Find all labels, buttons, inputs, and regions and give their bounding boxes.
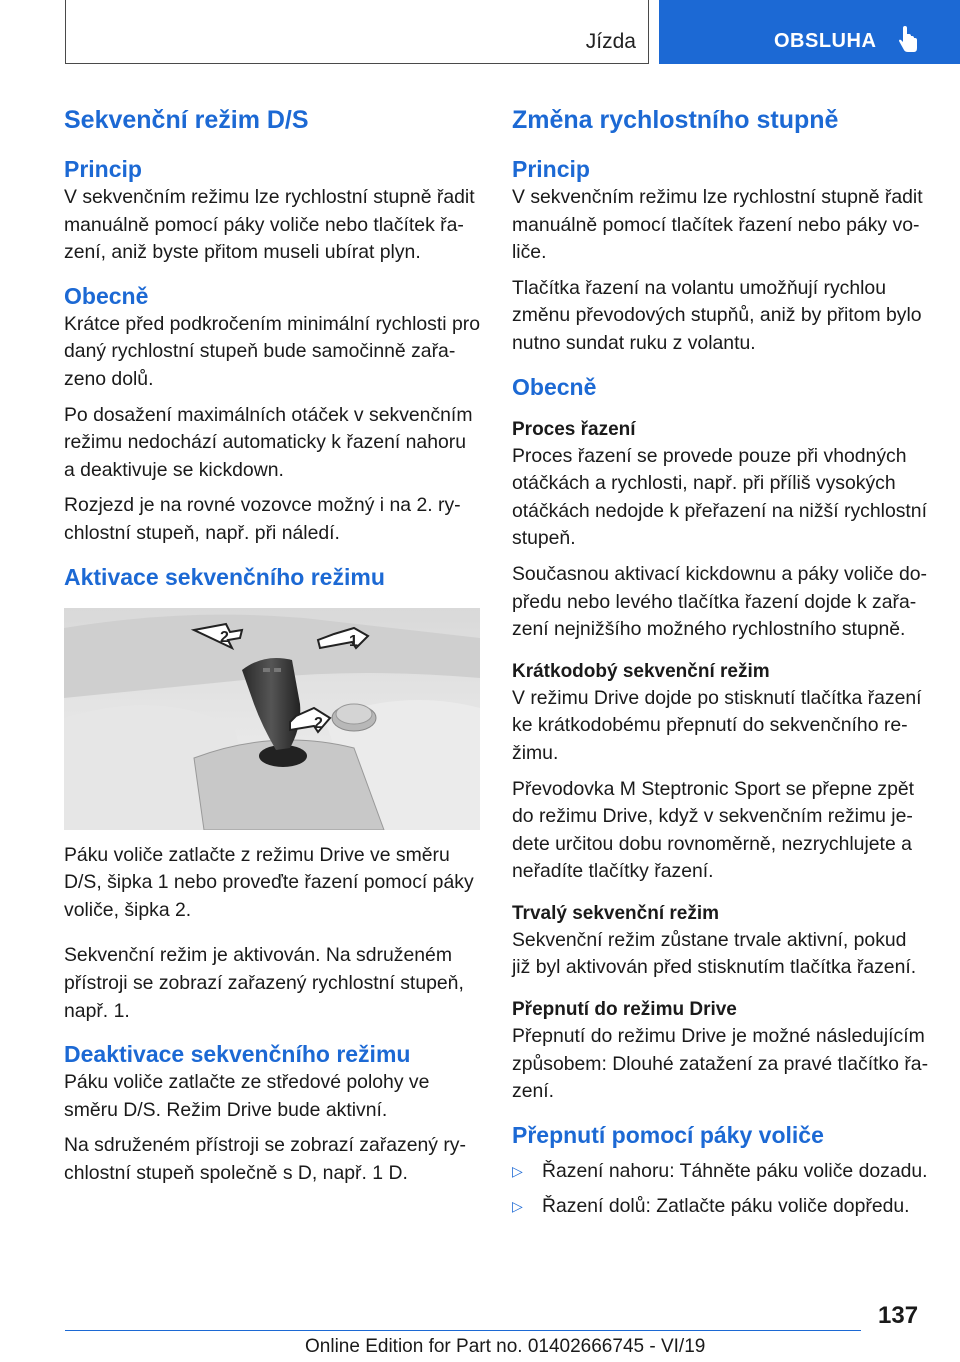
right-prepnuti-heading: Přepnutí do režimu Drive [512, 999, 737, 1021]
left-obecne-p3: Rozjezd je na rovné vozovce možný i na 2. rychlostní stupeň, např. při náledí. [64, 494, 461, 544]
left-deaktivace-heading: Deaktivace sekvenčního režimu [64, 1041, 411, 1068]
header-chapter-label: OBSLUHA [774, 30, 877, 52]
page-number: 137 [878, 1302, 919, 1329]
right-proces-heading: Proces řazení [512, 418, 636, 440]
left-obecne-p1: Krátce před podkročením minimální rychlosti pro daný rychlostní stupeň bude samočinně zařazeno dolů. [64, 312, 480, 390]
left-obecne-p2: Po dosažení maximálních otáček v sekvenčním režimu nedochází automaticky k řazení nahoru a deaktivuje se kickdown. [64, 403, 473, 481]
right-prepnuti-p1: Přepnutí do režimu Drive je možné následujícím způsobem: Dlouhé zatažení za pravé tlačítko řazení. [512, 1025, 929, 1103]
right-proces-p1: Proces řazení se provede pouze při vhodných otáčkách a rychlosti, např. při příliš vysokých otáčkách nedojde k přeřazení na nižší rychlostní stupeň. [512, 444, 927, 550]
right-kratkodoby-heading: Krátkodobý sekvenční režim [512, 660, 770, 682]
right-princip-p1: V sekvenčním režimu lze rychlostní stupně řadit manuálně pomocí tlačítek řazení nebo páky voliče. [512, 186, 923, 264]
header-chapter-tab[interactable] [659, 0, 960, 64]
right-proces-p2: Současnou aktivací kickdownu a páky voliče dopředu nebo levého tlačítka řazení dojde k zařazení nejnižšího možného rychlostního stupně. [512, 562, 927, 641]
left-princip-heading: Princip [64, 156, 142, 182]
bullet-text: Řazení nahoru: Táhněte páku voliče dozadu. [542, 1159, 928, 1182]
bullet-item [512, 1158, 930, 1186]
right-princip-heading: Princip [512, 156, 590, 182]
image-label-2-top: 2 [220, 628, 229, 646]
right-princip-p2: Tlačítka řazení na volantu umožňují rychlou změnu převodových stupňů, aniž by přitom bylo nutno sundat ruku z volantu. [512, 276, 922, 354]
bullet-item [512, 1193, 930, 1221]
triangle-bullet-icon: ▷ [512, 1198, 523, 1215]
header-section-title: Jízda [585, 30, 636, 53]
gear-selector-photo [64, 608, 480, 830]
right-trvaly-heading: Trvalý sekvenční režim [512, 902, 720, 924]
right-trvaly-p1: Sekvenční režim zůstane trvale aktivní, pokud již byl aktivován před stisknutím tlačítka řazení. [512, 928, 917, 979]
left-aktivace-heading: Aktivace sekvenčního režimu [64, 563, 385, 590]
left-deaktivace-p2: Na sdruženém přístroji se zobrazí zařazený rychlostní stupeň společně s D, např. 1 D. [64, 1134, 466, 1184]
right-obecne-heading: Obecně [512, 373, 597, 400]
right-kratkodoby-p1: V režimu Drive dojde po stisknutí tlačítka řazení ke krátkodobému přepnutí do sekvenčního režimu. [512, 686, 922, 764]
left-column [64, 104, 482, 1195]
hand-pointer-icon [897, 26, 919, 54]
image-label-2-bottom: 2 [314, 714, 323, 732]
left-title: Sekvenční režim D/S [64, 106, 309, 134]
right-kratkodoby-p2: Převodovka M Steptronic Sport se přepne zpět do režimu Drive, když v sekvenčním režimu jedete určitou dobu rovnoměrně, nezrychlujete a neřadíte tlačítky řazení. [512, 777, 915, 883]
left-aktivace-p1: Páku voliče zatlačte z režimu Drive ve směru D/S, šipka 1 nebo proveďte řazení pomocí páky voliče, šipka 2. [64, 843, 474, 921]
triangle-bullet-icon: ▷ [512, 1162, 523, 1179]
left-princip-text: V sekvenčním režimu lze rychlostní stupně řadit manuálně pomocí páky voliče nebo tlačítek řazení, aniž byste přitom museli ubírat plyn. [64, 186, 475, 264]
left-deaktivace-p1: Páku voliče zatlačte ze středové polohy ve směru D/S. Režim Drive bude aktivní. [64, 1071, 430, 1121]
bullet-text: Řazení dolů: Zatlačte páku voliče dopředu. [542, 1195, 910, 1218]
footer-divider [65, 1330, 861, 1331]
right-title: Změna rychlostního stupně [512, 106, 839, 134]
left-aktivace-p2: Sekvenční režim je aktivován. Na sdruženém přístroji se zobrazí zařazený rychlostní stupeň, např. 1. [64, 944, 464, 1022]
right-paka-heading: Přepnutí pomocí páky voliče [512, 1121, 824, 1148]
left-obecne-heading: Obecně [64, 282, 149, 309]
image-label-1: 1 [349, 632, 358, 650]
footer-edition-text: Online Edition for Part no. 01402666745 - VI/19 [305, 1336, 706, 1357]
header-section-box [65, 0, 649, 64]
right-column [512, 104, 930, 1229]
